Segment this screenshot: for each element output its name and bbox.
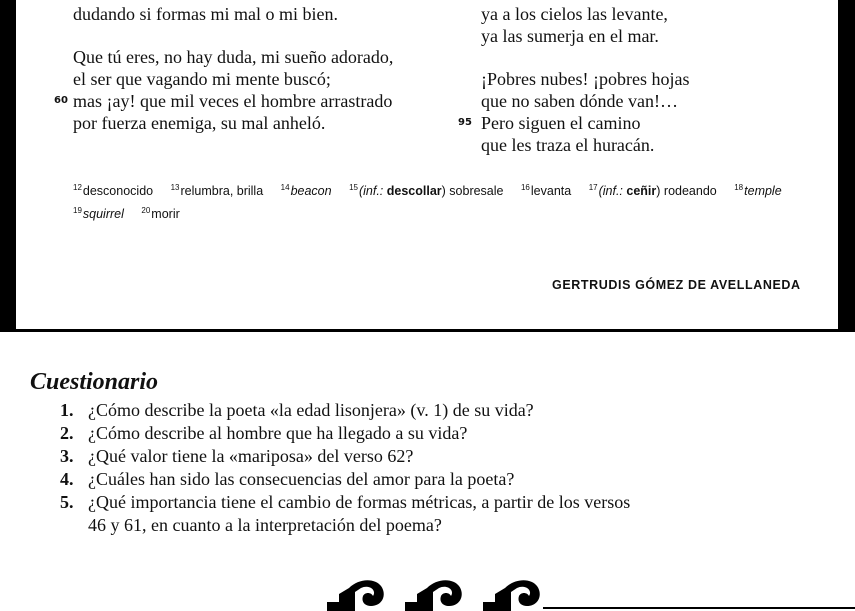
poem-right-line: ya a los cielos las levante, [481,4,668,24]
question-item: 3. ¿Qué valor tiene la «mariposa» del verso 62? [60,446,414,466]
poem-right-line: ya las sumerja en el mar. [481,26,659,46]
poem-left-line: Que tú eres, no hay duda, mi sueño adorado, [73,47,394,67]
line-number-right: 95 [458,117,472,128]
poem-right-line: ¡Pobres nubes! ¡pobres hojas [481,69,690,89]
page-frame-bottom [0,329,855,332]
poem-left-line: por fuerza enemiga, su mal anheló. [73,113,326,133]
footnote: $^{13}$relumbra, brilla [170,183,264,198]
poem-right-line: Pero siguen el camino [481,113,641,133]
footnote: $^{17}$(inf.: ceñir) rodeando [588,183,717,198]
question-item: 2. ¿Cómo describe al hombre que ha llegado a su vida? [60,423,468,443]
footnote: $^{12}$desconocido [73,183,154,198]
poem-right-line: que no saben dónde van!… [481,91,678,111]
footnote: $^{14}$beacon [280,183,332,198]
poem-left-line: el ser que vagando mi mente buscó; [73,69,331,89]
decorative-ornament [325,576,855,611]
line-number-left: 60 [54,95,68,106]
poem-left-line: dudando si formas mi mal o mi bien. [73,4,338,24]
footnote: $^{19}$squirrel [73,206,124,221]
poem-right-line: que les traza el huracán. [481,135,655,155]
footnotes [73,178,813,224]
question-continuation: 46 y 61, en cuanto a la interpretación del poema? [88,515,442,535]
footnote: $^{15}$(inf.: descollar) sobresale [349,183,504,198]
footnote: $^{18}$temple [734,183,782,198]
page-frame-right [838,0,855,331]
question-item: 4. ¿Cuáles han sido las consecuencias del amor para la poeta? [60,469,515,489]
footnote: $^{16}$levanta [520,183,572,198]
question-item: 5. ¿Qué importancia tiene el cambio de formas métricas, a partir de los versos [60,492,631,512]
footnote: $^{20}$morir [141,206,180,221]
section-title: Cuestionario [30,369,159,395]
author-name: GERTRUDIS GÓMEZ DE AVELLANEDA [552,278,801,292]
question-item: 1. ¿Cómo describe la poeta «la edad lisonjera» (v. 1) de su vida? [60,400,534,420]
poem-left-line: mas ¡ay! que mil veces el hombre arrastrado [73,91,393,111]
page-frame-left [0,0,16,331]
